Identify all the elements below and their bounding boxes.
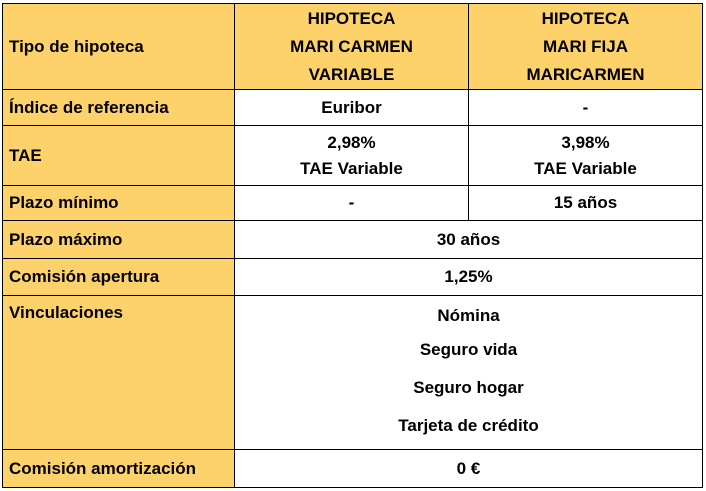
header-col2-line: MARICARMEN: [526, 64, 645, 84]
comision-amortizacion-value: 0 €: [235, 450, 703, 488]
indice-row: [3, 90, 703, 126]
header-col2-line: HIPOTECA: [541, 8, 630, 28]
tae-row: [3, 126, 703, 186]
plazo-min-col1-value: -: [235, 186, 469, 221]
header-row: [3, 4, 703, 90]
vinculacion-item: Nómina: [437, 305, 500, 325]
tae-col2-type: TAE Variable: [534, 158, 637, 178]
vinculaciones-label: Vinculaciones: [3, 296, 235, 450]
vinculacion-item: Tarjeta de crédito: [398, 415, 539, 435]
indice-col1-value: Euribor: [235, 90, 469, 126]
indice-label: Índice de referencia: [3, 90, 235, 126]
header-label-cell: Tipo de hipoteca: [3, 4, 235, 90]
header-col1-cell: [235, 4, 469, 90]
tae-col1-rate: 2,98%: [327, 132, 376, 152]
plazo-min-col2-value: 15 años: [469, 186, 703, 221]
tae-label: TAE: [3, 126, 235, 186]
plazo-max-value: 30 años: [235, 221, 703, 259]
plazo-max-label: Plazo máximo: [3, 221, 235, 259]
tae-col1-cell: [235, 126, 469, 186]
tae-col2-rate: 3,98%: [561, 132, 610, 152]
vinculacion-item: Seguro vida: [419, 339, 518, 359]
vinculacion-item: Seguro hogar: [413, 377, 524, 397]
indice-col2-value: -: [469, 90, 703, 126]
comision-amortizacion-label: Comisión amortización: [3, 450, 235, 488]
header-col1-line: HIPOTECA: [307, 8, 396, 28]
comision-amortizacion-row: [3, 450, 703, 488]
header-col1-line: MARI CARMEN: [290, 36, 413, 56]
comision-apertura-value: 1,25%: [235, 259, 703, 296]
header-col2-line: MARI FIJA: [543, 36, 628, 56]
tae-col2-cell: [469, 126, 703, 186]
vinculaciones-list: [235, 296, 703, 450]
plazo-max-row: [3, 221, 703, 259]
plazo-min-label: Plazo mínimo: [3, 186, 235, 221]
comision-apertura-row: [3, 259, 703, 296]
plazo-min-row: [3, 186, 703, 221]
header-col2-cell: [469, 4, 703, 90]
mortgage-comparison-table: [2, 3, 703, 488]
tae-col1-type: TAE Variable: [300, 158, 403, 178]
vinculaciones-row: [3, 296, 703, 450]
comision-apertura-label: Comisión apertura: [3, 259, 235, 296]
header-col1-line: VARIABLE: [308, 64, 395, 84]
